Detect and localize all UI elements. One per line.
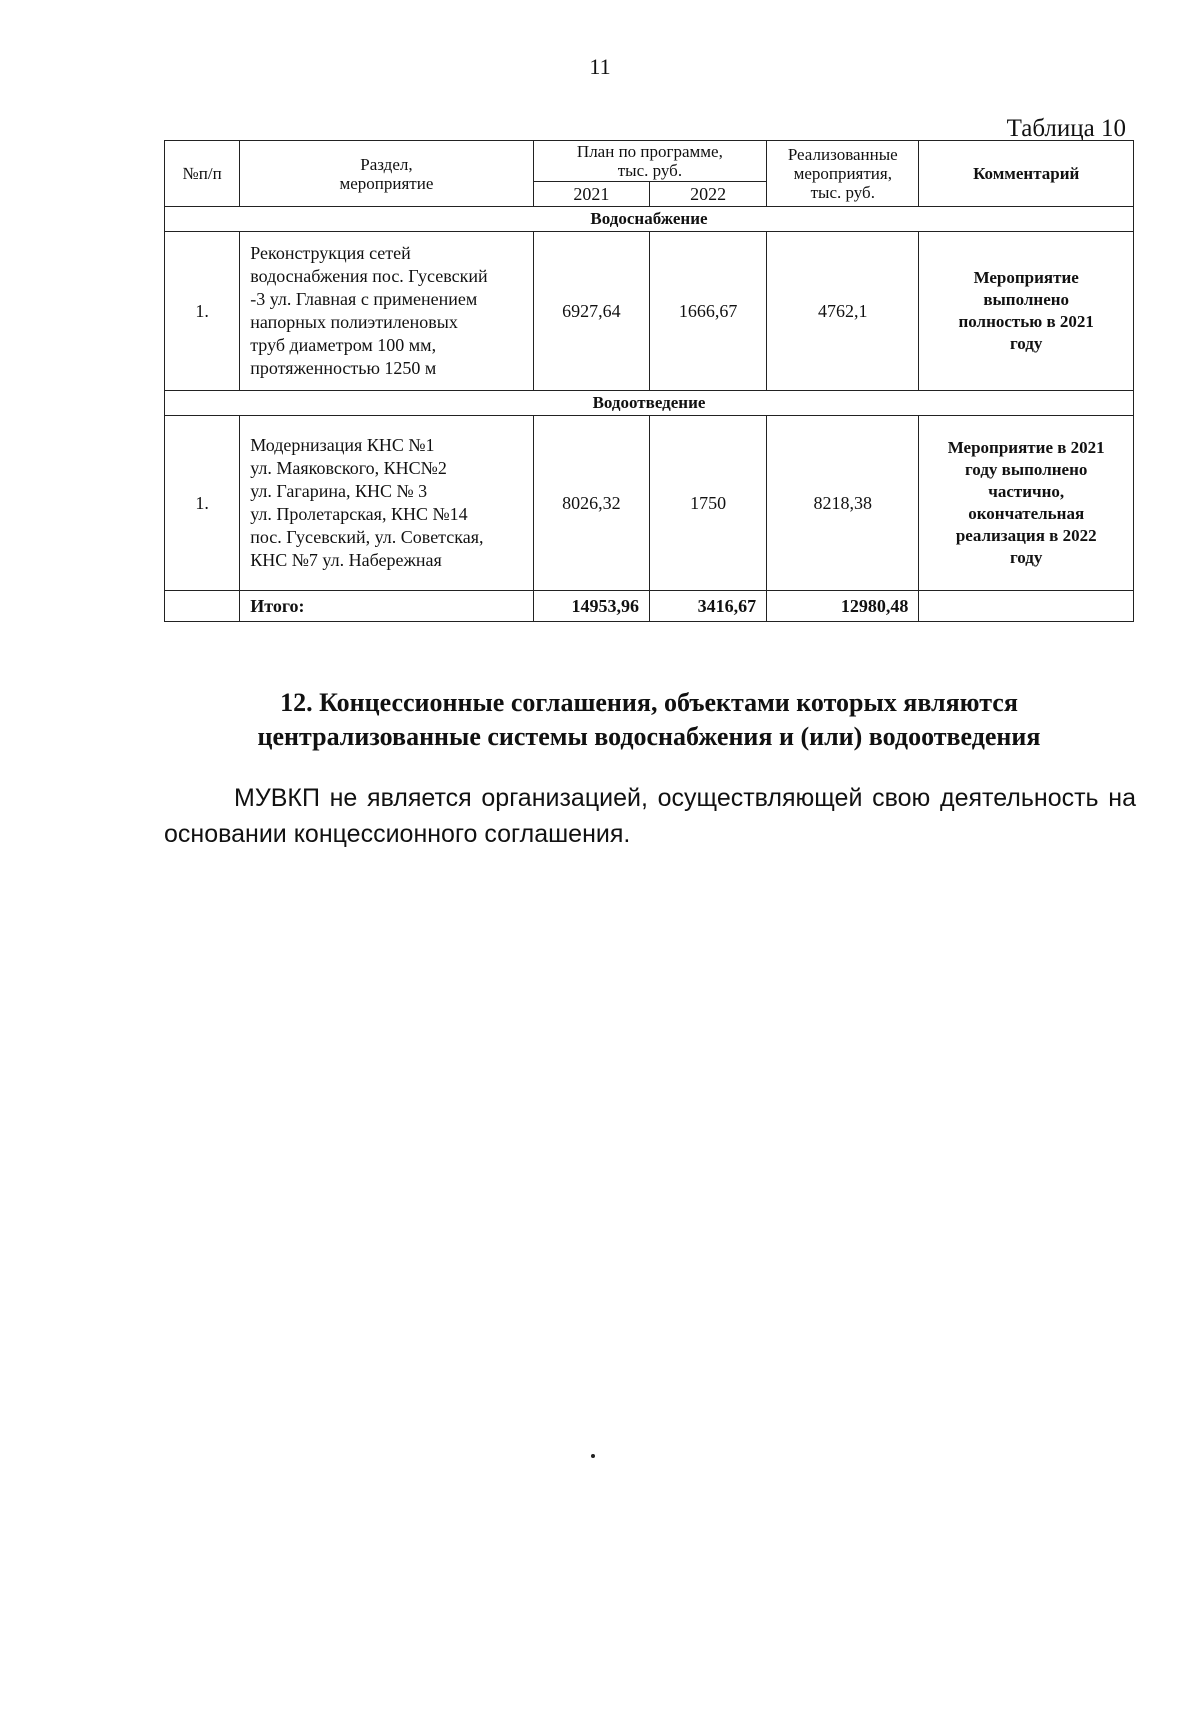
desc-line: протяженностью 1250 м (250, 358, 437, 378)
comment-line: Мероприятие (973, 268, 1079, 287)
header-impl-line1: Реализованные (787, 145, 898, 164)
desc-line: труб диаметром 100 мм, (250, 335, 437, 355)
table-row (165, 416, 1134, 591)
desc-line: КНС №7 ул. Набережная (250, 550, 442, 570)
table-caption: Таблица 10 (1006, 115, 1126, 142)
desc-line: ул. Маяковского, КНС№2 (250, 458, 447, 478)
section-title-sewerage: Водоотведение (165, 391, 1134, 416)
desc-line: напорных полиэтиленовых (250, 312, 458, 332)
header-num: №п/п (165, 141, 240, 207)
header-plan-line1: План по программе, (576, 142, 723, 161)
row-description (240, 416, 533, 591)
comment-line: Мероприятие в 2021 (947, 438, 1105, 457)
section-heading (164, 686, 1134, 754)
plan-2022-value: 1750 (649, 416, 766, 591)
body-paragraph: МУВКП не является организацией, осуществляющей свою деятельность на основании концессионного соглашения. (164, 784, 1136, 848)
row-description (240, 232, 533, 391)
row-comment (919, 232, 1134, 391)
total-implemented: 12980,48 (767, 591, 919, 622)
total-empty-num (165, 591, 240, 622)
header-plan (533, 141, 766, 182)
comment-line: выполнено (983, 290, 1070, 309)
total-plan-2021: 14953,96 (533, 591, 649, 622)
header-plan-line2: тыс. руб. (617, 161, 683, 180)
comment-line: году выполнено (965, 460, 1088, 479)
header-year-2021: 2021 (533, 182, 649, 207)
total-plan-2022: 3416,67 (649, 591, 766, 622)
comment-line: реализация в 2022 (955, 526, 1097, 545)
table-row (165, 232, 1134, 391)
comment-line: году (1010, 334, 1043, 353)
total-row (165, 591, 1134, 622)
desc-line: ул. Гагарина, КНС № 3 (250, 481, 428, 501)
heading-line1: 12. Концессионные соглашения, объектами которых являются (280, 688, 1018, 717)
total-empty-comment (919, 591, 1134, 622)
desc-line: ул. Пролетарская, КНС №14 (250, 504, 468, 524)
header-comment: Комментарий (919, 141, 1134, 207)
comment-line: окончательная (968, 504, 1085, 523)
header-section-line1: Раздел, (360, 154, 413, 174)
desc-line: Реконструкция сетей (250, 243, 411, 263)
desc-line: водоснабжения пос. Гусевский (250, 266, 488, 286)
desc-line: Модернизация КНС №1 (250, 435, 435, 455)
header-year-2022: 2022 (649, 182, 766, 207)
total-label: Итого: (240, 591, 533, 622)
program-table (164, 140, 1134, 622)
header-impl-line2: мероприятия, (793, 164, 892, 183)
comment-line: году (1010, 548, 1043, 567)
implemented-value: 8218,38 (767, 416, 919, 591)
desc-line: -3 ул. Главная с применением (250, 289, 478, 309)
page-number: 11 (589, 54, 611, 79)
header-implemented (767, 141, 919, 207)
stray-dot-mark (591, 1454, 595, 1458)
row-number: 1. (165, 232, 240, 391)
plan-2021-value: 8026,32 (533, 416, 649, 591)
heading-line2: централизованные системы водоснабжения и (или) водоотведения (257, 722, 1041, 751)
comment-line: частично, (988, 482, 1065, 501)
header-section-line2: мероприятие (339, 173, 434, 193)
section-title-water-supply: Водоснабжение (165, 207, 1134, 232)
row-number: 1. (165, 416, 240, 591)
plan-2021-value: 6927,64 (533, 232, 649, 391)
implemented-value: 4762,1 (767, 232, 919, 391)
header-impl-line3: тыс. руб. (810, 183, 875, 202)
comment-line: полностью в 2021 (958, 312, 1094, 331)
desc-line: пос. Гусевский, ул. Советская, (250, 527, 484, 547)
plan-2022-value: 1666,67 (649, 232, 766, 391)
row-comment (919, 416, 1134, 591)
header-section (240, 141, 533, 207)
